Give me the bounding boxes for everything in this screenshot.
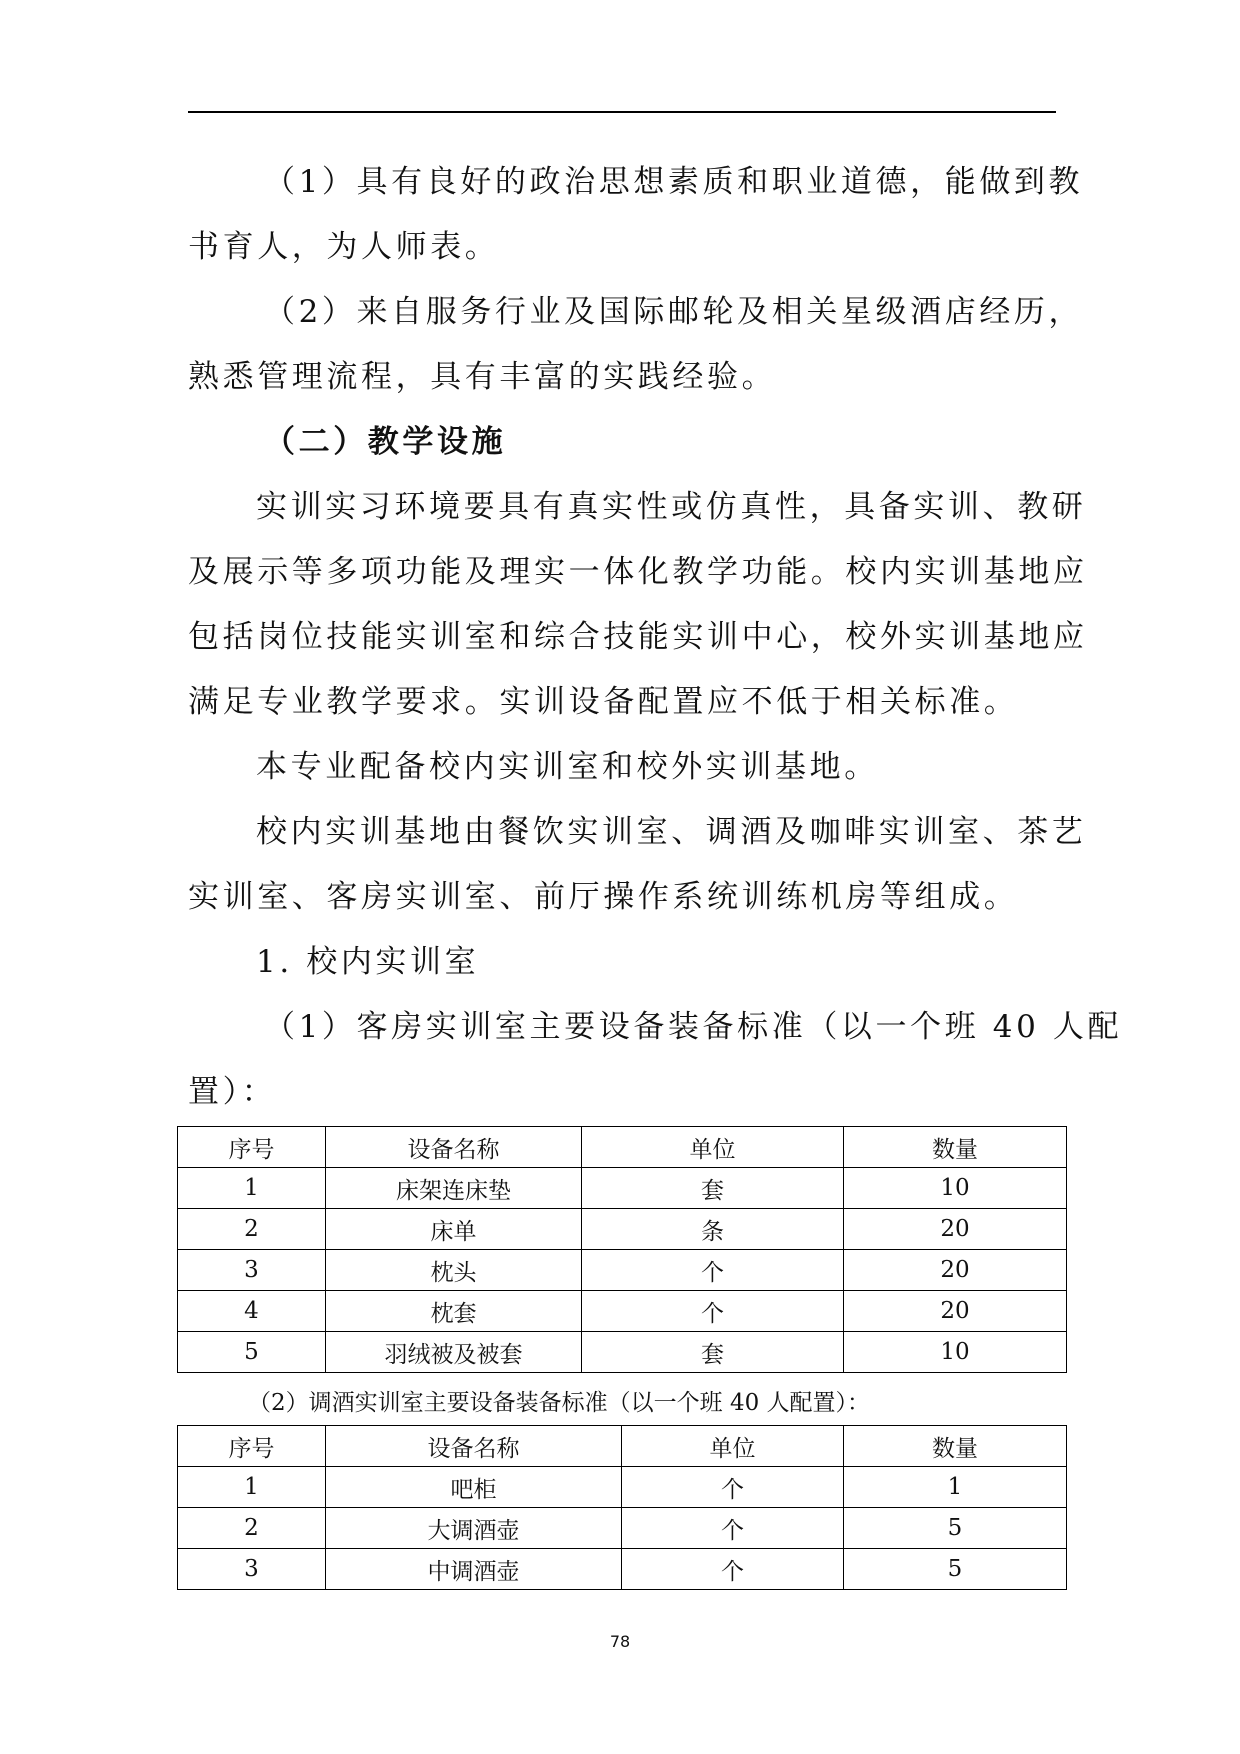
table-cell: 1 (178, 1168, 326, 1209)
table-cell: 套 (582, 1332, 844, 1373)
table-cell: 个 (582, 1250, 844, 1291)
header-cell: 单位 (622, 1426, 844, 1467)
table-cell: 20 (844, 1209, 1067, 1250)
header-cell: 序号 (178, 1426, 326, 1467)
table-cell: 条 (582, 1209, 844, 1250)
table-cell: 10 (844, 1332, 1067, 1373)
table-cell: 中调酒壶 (326, 1549, 622, 1590)
table-cell: 20 (844, 1291, 1067, 1332)
table-cell: 枕头 (326, 1250, 582, 1291)
table-cell: 5 (844, 1508, 1067, 1549)
table-caption: （2）调酒实训室主要设备装备标准（以一个班 40 人配置）： (248, 1390, 871, 1416)
table-header-row (178, 1426, 1067, 1467)
section-heading: （二）教学设施 (264, 424, 507, 460)
table-row (178, 1291, 1067, 1332)
paragraph-line: 实训实习环境要具有真实性或仿真性，具备实训、教研 (256, 489, 1087, 525)
header-cell: 序号 (178, 1127, 326, 1168)
paragraph-line: 包括岗位技能实训室和综合技能实训中心，校外实训基地应 (188, 619, 1088, 655)
paragraph-line: 满足专业教学要求。实训设备配置应不低于相关标准。 (188, 684, 1019, 720)
equipment-table-bartending (177, 1425, 1067, 1590)
paragraph-line: 书育人，为人师表。 (188, 229, 500, 265)
table-row (178, 1168, 1067, 1209)
paragraph-line: 置）： (188, 1074, 277, 1110)
table-cell: 床单 (326, 1209, 582, 1250)
table-cell: 20 (844, 1250, 1067, 1291)
header-rule (188, 111, 1056, 113)
equipment-table-housekeeping (177, 1126, 1067, 1373)
table-row (178, 1250, 1067, 1291)
table-cell: 1 (844, 1467, 1067, 1508)
table-cell: 5 (178, 1332, 326, 1373)
table-header-row (178, 1127, 1067, 1168)
paragraph-line: （1）具有良好的政治思想素质和职业道德，能做到教 (264, 164, 1084, 200)
table-row (178, 1467, 1067, 1508)
paragraph-line: 熟悉管理流程，具有丰富的实践经验。 (188, 359, 777, 395)
page-number: 78 (609, 1632, 631, 1651)
table-row (178, 1549, 1067, 1590)
header-cell: 数量 (844, 1127, 1067, 1168)
table-cell: 大调酒壶 (326, 1508, 622, 1549)
table-cell: 套 (582, 1168, 844, 1209)
table-row (178, 1508, 1067, 1549)
table-cell: 5 (844, 1549, 1067, 1590)
table-row (178, 1332, 1067, 1373)
table-cell: 2 (178, 1209, 326, 1250)
paragraph-line: 校内实训基地由餐饮实训室、调酒及咖啡实训室、茶艺 (256, 814, 1087, 850)
table-cell: 2 (178, 1508, 326, 1549)
paragraph-line: （2）来自服务行业及国际邮轮及相关星级酒店经历， (264, 294, 1084, 330)
paragraph-line: 实训室、客房实训室、前厅操作系统训练机房等组成。 (188, 879, 1019, 915)
subsection-heading: 1. 校内实训室 (256, 944, 480, 980)
table-cell: 床架连床垫 (326, 1168, 582, 1209)
header-cell: 设备名称 (326, 1426, 622, 1467)
table-cell: 枕套 (326, 1291, 582, 1332)
table-cell: 10 (844, 1168, 1067, 1209)
header-cell: 数量 (844, 1426, 1067, 1467)
header-cell: 单位 (582, 1127, 844, 1168)
table-cell: 4 (178, 1291, 326, 1332)
table-row (178, 1209, 1067, 1250)
paragraph-line: 本专业配备校内实训室和校外实训基地。 (256, 749, 879, 785)
table-cell: 3 (178, 1250, 326, 1291)
table-cell: 吧柜 (326, 1467, 622, 1508)
table-cell: 1 (178, 1467, 326, 1508)
table-cell: 个 (622, 1549, 844, 1590)
table-cell: 羽绒被及被套 (326, 1332, 582, 1373)
table-cell: 个 (622, 1467, 844, 1508)
table-cell: 个 (622, 1508, 844, 1549)
header-cell: 设备名称 (326, 1127, 582, 1168)
paragraph-line: （1）客房实训室主要设备装备标准（以一个班 40 人配 (264, 1009, 1123, 1045)
table-cell: 个 (582, 1291, 844, 1332)
table-cell: 3 (178, 1549, 326, 1590)
paragraph-line: 及展示等多项功能及理实一体化教学功能。校内实训基地应 (188, 554, 1088, 590)
